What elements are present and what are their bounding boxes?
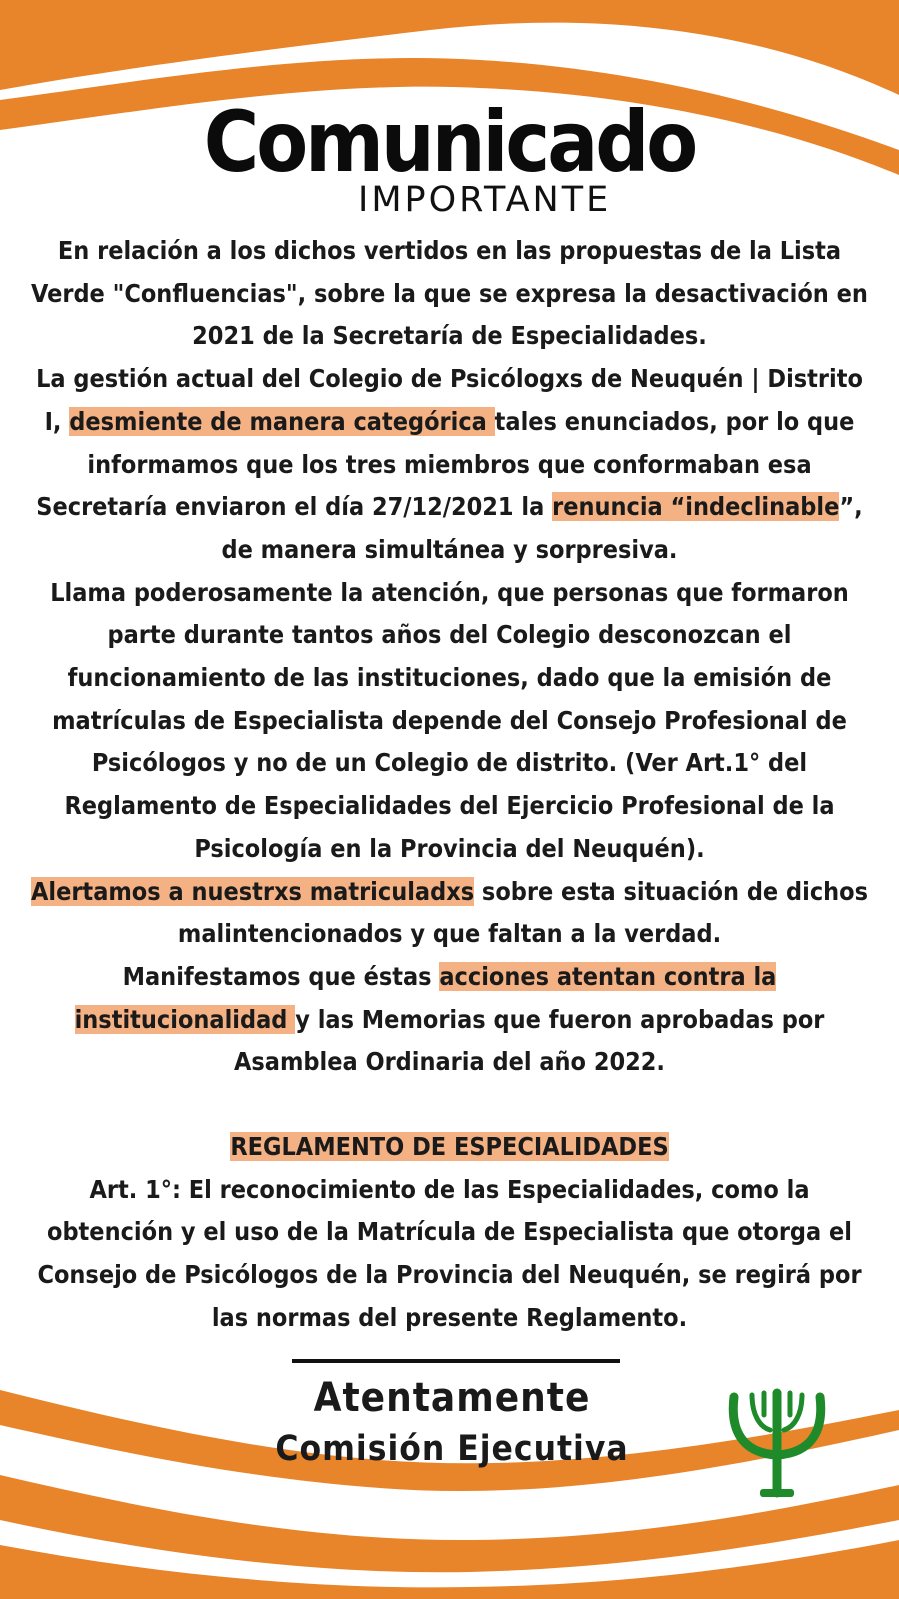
paragraph-alert [30, 871, 869, 956]
section-spacer [30, 1084, 869, 1126]
closing-signatory: Comisión Ejecutiva [275, 1429, 629, 1469]
signature-divider [292, 1359, 620, 1363]
reglamento-article: Art. 1°: El reconocimiento de las Especialidades, como la obtención y el uso de la Matrícula de Especialista que otorga el Consejo de Psicólogos de la Provincia del Neuquén, se regirá por las normas del presente Reglamento. [37, 1174, 862, 1332]
paragraph-manifest [30, 956, 869, 1084]
reglamento-heading [30, 1126, 869, 1169]
highlight-acciones: acciones atentan contra la institucionalidad [74, 961, 777, 1034]
page-title: Comunicado [203, 93, 696, 191]
paragraph-denial-text-b: tales enunciados, por lo que informamos que los tres miembros que conformaban esa Secretaría enviaron el día 27/12/2021 la [36, 406, 855, 522]
highlight-desmiente: desmiente de manera categórica [69, 406, 495, 436]
reglamento-heading-highlight: REGLAMENTO DE ESPECIALIDADES [230, 1132, 669, 1162]
closing-greeting: Atentamente [313, 1375, 591, 1421]
paragraph-denial [30, 358, 869, 572]
highlight-alertamos: Alertamos a nuestrxs matriculadxs [30, 876, 475, 906]
paragraph-attention: Llama poderosamente la atención, que personas que formaron parte durante tantos años del Colegio desconozcan el funcionamiento de las instituciones, dado que la emisión de matrículas de Especialista depende del Consejo Profesional de Psicólogos y no de un Colegio de distrito. (Ver Art.1° del Reglamento de Especialidades del Ejercicio Profesional de la Psicología en la Provincia del Neuquén). [50, 577, 849, 863]
paragraph-manifest-text-a: Manifestamos que éstas [122, 961, 440, 991]
paragraph-manifest-text-b: y las Memorias que fueron aprobadas por Asamblea Ordinaria del año 2022. [234, 1004, 825, 1077]
paragraph-denial-text-a: La gestión actual del Colegio de Psicólogxs de Neuquén | Distrito I, [36, 364, 863, 436]
statement-body [30, 230, 869, 1340]
paragraph-denial-text-c: ”, de manera simultánea y sorpresiva. [221, 492, 863, 564]
page-subtitle: IMPORTANTE [358, 180, 612, 220]
paragraph-alert-text: sobre esta situación de dichos malintencionados y que faltan a la verdad. [177, 876, 869, 949]
closing-signature [262, 1372, 642, 1474]
paragraph-intro: En relación a los dichos vertidos en las propuestas de la Lista Verde "Confluencias", sobre la que se expresa la desactivación en 2021 de la Secretaría de Especialidades. [31, 236, 868, 351]
highlight-renuncia: renuncia “indeclinable [552, 492, 840, 522]
psi-symbol-icon [722, 1385, 832, 1505]
